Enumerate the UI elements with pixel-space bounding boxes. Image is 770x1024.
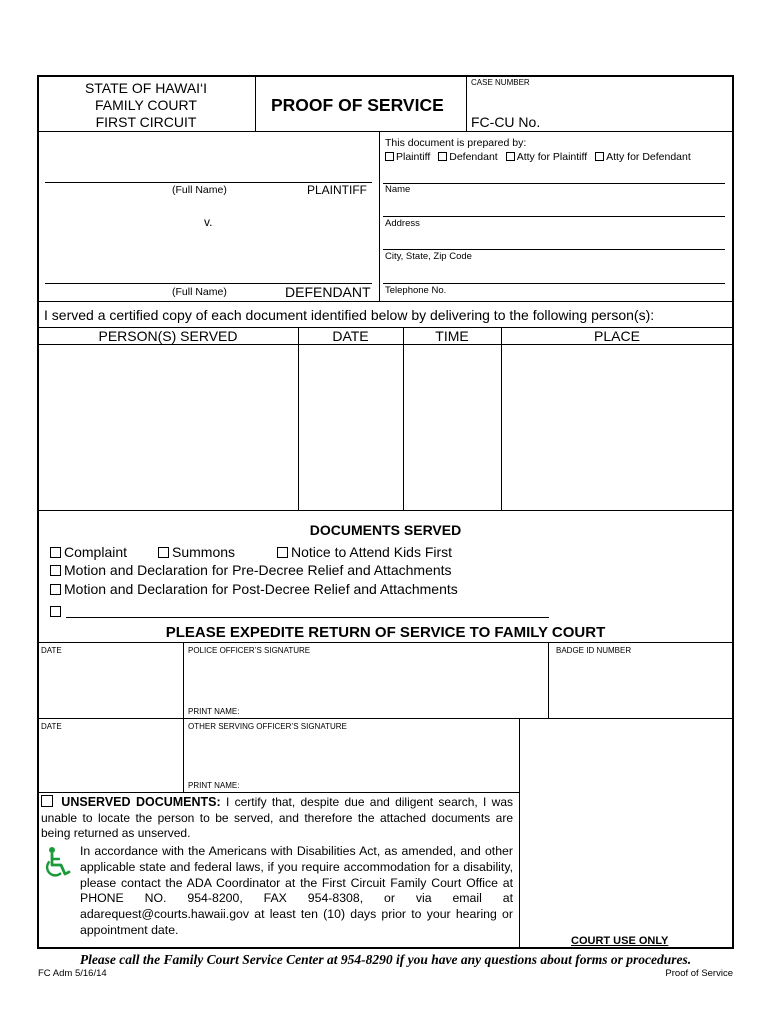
prepared-by-label: This document is prepared by:: [385, 137, 527, 149]
column-header-time: TIME: [435, 328, 469, 344]
checkbox-atty-plaintiff[interactable]: [506, 152, 515, 161]
other-signature-field[interactable]: [184, 732, 518, 778]
checkbox-atty-defendant[interactable]: [595, 152, 604, 161]
option-atty-plaintiff[interactable]: Atty for Plaintiff: [506, 151, 587, 163]
documents-heading: DOCUMENTS SERVED: [309, 522, 462, 538]
sig-divider-court-use: [519, 718, 520, 948]
option-plaintiff[interactable]: Plaintiff: [385, 151, 430, 163]
footer-form-name: Proof of Service: [665, 968, 733, 979]
option-atty-defendant[interactable]: Atty for Defendant: [595, 151, 691, 163]
preparer-city-label: City, State, Zip Code: [385, 251, 472, 262]
preparer-name-line[interactable]: [383, 183, 725, 184]
parties-divider: [379, 131, 380, 301]
header-divider-2: [466, 76, 467, 131]
police-signature-field[interactable]: [184, 656, 547, 704]
column-header-persons: PERSON(S) SERVED: [98, 328, 238, 344]
checkbox-plaintiff[interactable]: [385, 152, 394, 161]
court-line-state: STATE OF HAWAI‘I: [84, 80, 208, 96]
defendant-full-name-label: (Full Name): [172, 286, 227, 298]
court-line-circuit: FIRST CIRCUIT: [95, 114, 197, 130]
service-cell-time[interactable]: [404, 345, 500, 509]
preparer-address-label: Address: [385, 218, 420, 229]
other-signature-label: OTHER SERVING OFFICER’S SIGNATURE: [188, 722, 347, 731]
header-bottom-rule: [38, 131, 733, 132]
doc-notice-kids-first[interactable]: Notice to Attend Kids First: [277, 544, 452, 560]
unserved-title: UNSERVED DOCUMENTS:: [61, 795, 221, 809]
preparer-city-line[interactable]: [383, 249, 725, 250]
wheelchair-accessibility-icon: [44, 846, 74, 880]
preparer-telephone-label: Telephone No.: [385, 285, 447, 296]
other-document-line[interactable]: [66, 617, 549, 618]
column-header-place: PLACE: [594, 328, 640, 344]
expedite-bottom-rule: [38, 642, 733, 643]
unserved-documents-block: [41, 795, 513, 842]
ada-notice: In accordance with the Americans with Disabilities Act, as amended, and other applicable state and federal laws, if you require accommodation for a disability, please contact the ADA Coordinator at the First Circuit Family Court Office at PHONE NO. 954-8200, FAX 954-8308, or via email at adarequest@courts.hawaii.gov at least ten (10) days prior to your hearing or appointment date.: [80, 844, 513, 937]
header-divider-1: [255, 76, 256, 131]
checkbox-notice-kids-first[interactable]: [277, 547, 288, 558]
doc-summons[interactable]: Summons: [158, 544, 277, 560]
option-defendant[interactable]: Defendant: [438, 151, 497, 163]
court-line-court: FAMILY COURT: [95, 97, 197, 113]
doc-post-decree[interactable]: Motion and Declaration for Post-Decree Relief and Attachments: [50, 581, 458, 597]
checkbox-complaint[interactable]: [50, 547, 61, 558]
expedite-notice: PLEASE EXPEDITE RETURN OF SERVICE TO FAMILY COURT: [165, 624, 606, 641]
checkbox-pre-decree[interactable]: [50, 565, 61, 576]
checkbox-other-document[interactable]: [50, 606, 61, 617]
doc-pre-decree[interactable]: Motion and Declaration for Pre-Decree Relief and Attachments: [50, 562, 452, 578]
defendant-label: DEFENDANT: [285, 284, 371, 300]
form-title: PROOF OF SERVICE: [271, 95, 444, 115]
service-statement: I served a certified copy of each document identified below by delivering to the following person(s):: [44, 307, 655, 323]
plaintiff-full-name-label: (Full Name): [172, 184, 227, 196]
preparer-name-label: Name: [385, 184, 411, 195]
badge-id-label: BADGE ID NUMBER: [556, 646, 632, 655]
service-cell-persons[interactable]: [39, 345, 297, 509]
preparer-phone-line[interactable]: [383, 283, 725, 284]
doc-other[interactable]: [50, 603, 64, 619]
police-signature-label: POLICE OFFICER’S SIGNATURE: [188, 646, 311, 655]
unserved-text-rest: I was unable to locate the person to be served, and therefore the attached documents are being returned as unserved.: [41, 795, 514, 840]
documents-row-1: [50, 544, 452, 560]
police-print-name-label: PRINT NAME:: [188, 707, 240, 716]
case-number-label: CASE NUMBER: [471, 78, 530, 87]
footer-call-note: Please call the Family Court Service Center at 954-8290 if you have any questions about forms or procedures.: [79, 952, 692, 967]
checkbox-unserved[interactable]: [41, 795, 53, 807]
prepared-by-options: [385, 151, 691, 163]
preparer-address-line[interactable]: [383, 216, 725, 217]
service-cell-date[interactable]: [299, 345, 402, 509]
checkbox-summons[interactable]: [158, 547, 169, 558]
police-row-bottom-rule: [38, 718, 733, 719]
case-number-value[interactable]: FC-CU No.: [471, 114, 541, 130]
doc-complaint[interactable]: Complaint: [50, 544, 158, 560]
court-use-only-label: COURT USE ONLY: [571, 935, 669, 947]
plaintiff-label: PLAINTIFF: [307, 183, 368, 197]
parties-bottom-rule: [38, 301, 733, 302]
checkbox-post-decree[interactable]: [50, 584, 61, 595]
footer-form-id: FC Adm 5/16/14: [38, 968, 107, 979]
other-date-label: DATE: [41, 722, 62, 731]
court-name: [40, 80, 252, 131]
service-bottom-rule: [38, 510, 733, 511]
other-row-bottom-rule: [38, 792, 520, 793]
service-cell-place[interactable]: [502, 345, 732, 509]
police-date-label: DATE: [41, 646, 62, 655]
unserved-text-first: I certify that, despite due and diligent search,: [225, 795, 478, 809]
badge-id-field[interactable]: [549, 656, 732, 716]
checkbox-defendant[interactable]: [438, 152, 447, 161]
column-header-date: DATE: [332, 328, 369, 344]
other-print-name-label: PRINT NAME:: [188, 781, 240, 790]
versus-label: v.: [204, 215, 213, 229]
